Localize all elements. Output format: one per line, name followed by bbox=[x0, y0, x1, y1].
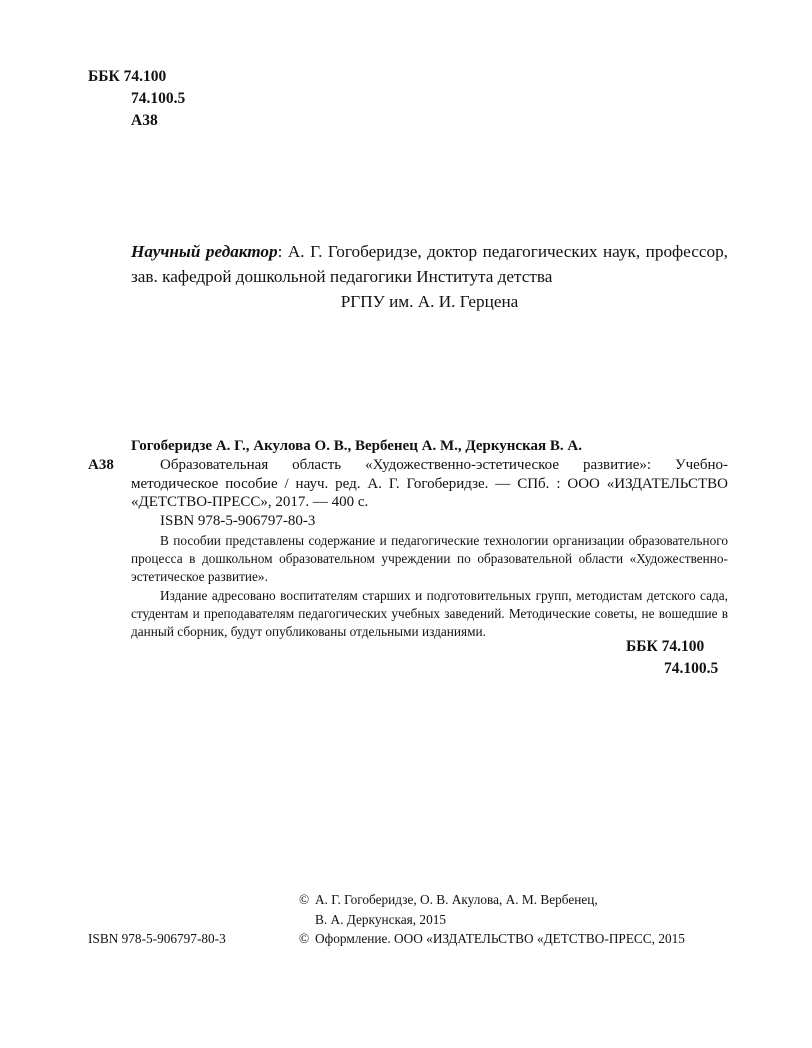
annotation-paragraph: В пособии представлены содержание и педагогические технологии организации образовательного процесса в дошкольном образовательном учреждении по образовательной области «Художественно-эстетическое развитие». bbox=[131, 533, 728, 584]
footer-isbn: ISBN 978-5-906797-80-3 bbox=[88, 931, 226, 946]
catalog-description: Образовательная область «Художественно-эстетическое развитие»: Учебно-методическое пособие / науч. ред. А. Г. Гогоберидзе. — СПб. : ООО «ИЗДАТЕЛЬСТВО «ДЕТСТВО-ПРЕСС», 2017. — 400 с. bbox=[131, 457, 728, 511]
copyright-design bbox=[299, 929, 685, 949]
catalog-isbn: ISBN 978-5-906797-80-3 bbox=[160, 512, 316, 529]
copyright-authors-line2: В. А. Деркунская, 2015 bbox=[315, 912, 447, 927]
copyright-design-text: Оформление. ООО «ИЗДАТЕЛЬСТВО «ДЕТСТВО-ПРЕСС, 2015 bbox=[315, 931, 685, 946]
annotation-audience: Издание адресовано воспитателям старших и подготовительных групп, методистам детского сада, студентам и преподавателям педагогических учебных заведений. Методические советы, не вошедшие в данный сборник, будут опубликованы отдельными изданиями. bbox=[131, 588, 728, 639]
author-mark: А38 bbox=[131, 112, 158, 129]
copyright-authors-line1: А. Г. Гогоберидзе, О. В. Акулова, А. М. Вербенец, bbox=[315, 892, 598, 907]
scientific-editor-block bbox=[131, 239, 728, 314]
editor-label: Научный редактор bbox=[131, 242, 278, 261]
annotation-block bbox=[131, 532, 728, 643]
catalog-description-block bbox=[131, 456, 728, 530]
editor-affiliation: РГПУ им. А. И. Герцена bbox=[340, 292, 519, 311]
catalog-bbk-code-secondary: 74.100.5 bbox=[664, 660, 719, 677]
catalog-author-mark: А38 bbox=[88, 457, 114, 473]
copyright-authors bbox=[299, 890, 598, 910]
catalog-bbk-code: ББК 74.100 bbox=[626, 638, 705, 655]
copyright-symbol: © bbox=[299, 892, 310, 907]
catalog-authors: Гогоберидзе А. Г., Акулова О. В., Вербенец А. М., Деркунская В. А. bbox=[131, 438, 582, 454]
copyright-symbol: © bbox=[299, 931, 310, 946]
bbk-code: ББК 74.100 bbox=[88, 68, 167, 85]
editor-description: : А. Г. Гогоберидзе, доктор педагогических наук, профессор, зав. кафедрой дошкольной педагогики Института детства bbox=[131, 242, 728, 286]
bbk-code-secondary: 74.100.5 bbox=[131, 90, 186, 107]
